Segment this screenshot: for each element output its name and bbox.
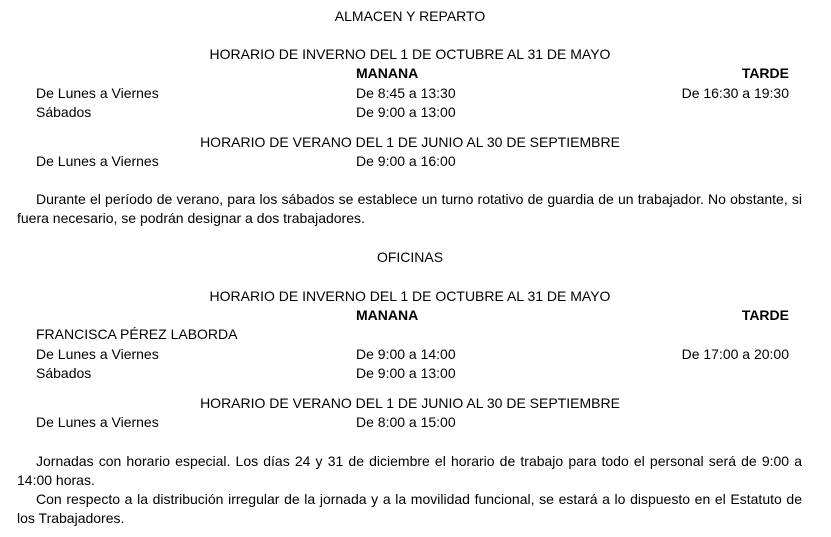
almacen-note: Durante el período de verano, para los sábados se establece un turno rotativo de guardia de un trabajador. No obstante, si fuera necesario, se podrán designar a dos trabajadores.: [17, 191, 802, 227]
almacen-winter-heading: HORARIO DE INVERNO DEL 1 DE OCTUBRE AL 31 DE MAYO: [209, 46, 611, 62]
oficinas-winter-heading: HORARIO DE INVERNO DEL 1 DE OCTUBRE AL 31 DE MAYO: [209, 288, 611, 304]
almacen-col-afternoon: TARDE: [741, 65, 789, 81]
oficinas-col-morning: MANANA: [356, 307, 419, 323]
oficinas-col-afternoon: TARDE: [741, 307, 789, 323]
almacen-summer-heading: HORARIO DE VERANO DEL 1 DE JUNIO AL 30 DE SEPTIEMBRE: [200, 134, 620, 150]
oficinas-winter-row-afternoon: De 17:00 a 20:00: [681, 346, 789, 362]
almacen-col-morning: MANANA: [356, 65, 419, 81]
oficinas-person-name: FRANCISCA PÉREZ LABORDA: [36, 326, 238, 342]
almacen-winter-row-morning: De 8:45 a 13:30: [356, 85, 456, 101]
oficinas-title: OFICINAS: [376, 249, 444, 265]
oficinas-summer-row-morning: De 8:00 a 15:00: [356, 414, 456, 430]
oficinas-winter-row-day: De Lunes a Viernes: [36, 346, 159, 362]
oficinas-winter-row-morning: De 9:00 a 13:00: [356, 365, 456, 381]
oficinas-summer-row-day: De Lunes a Viernes: [36, 414, 159, 430]
almacen-winter-row-day: Sábados: [36, 104, 92, 120]
almacen-summer-row-morning: De 9:00 a 16:00: [356, 153, 456, 169]
almacen-winter-row-morning: De 9:00 a 13:00: [356, 104, 456, 120]
closing-paragraph: Jornadas con horario especial. Los días 24 y 31 de diciembre el horario de trabajo para todo el personal será de 9:00 a 14:00 horas.: [17, 453, 802, 489]
almacen-winter-row-afternoon: De 16:30 a 19:30: [681, 85, 789, 101]
almacen-title: ALMACEN Y REPARTO: [334, 8, 486, 24]
almacen-summer-row-day: De Lunes a Viernes: [36, 153, 159, 169]
almacen-winter-row-day: De Lunes a Viernes: [36, 85, 159, 101]
oficinas-winter-row-morning: De 9:00 a 14:00: [356, 346, 456, 362]
closing-paragraph: Con respecto a la distribución irregular de la jornada y a la movilidad funcional, se estará a lo dispuesto en el Estatuto de los Trabajadores.: [17, 491, 802, 527]
oficinas-summer-heading: HORARIO DE VERANO DEL 1 DE JUNIO AL 30 DE SEPTIEMBRE: [200, 395, 620, 411]
oficinas-winter-row-day: Sábados: [36, 365, 92, 381]
